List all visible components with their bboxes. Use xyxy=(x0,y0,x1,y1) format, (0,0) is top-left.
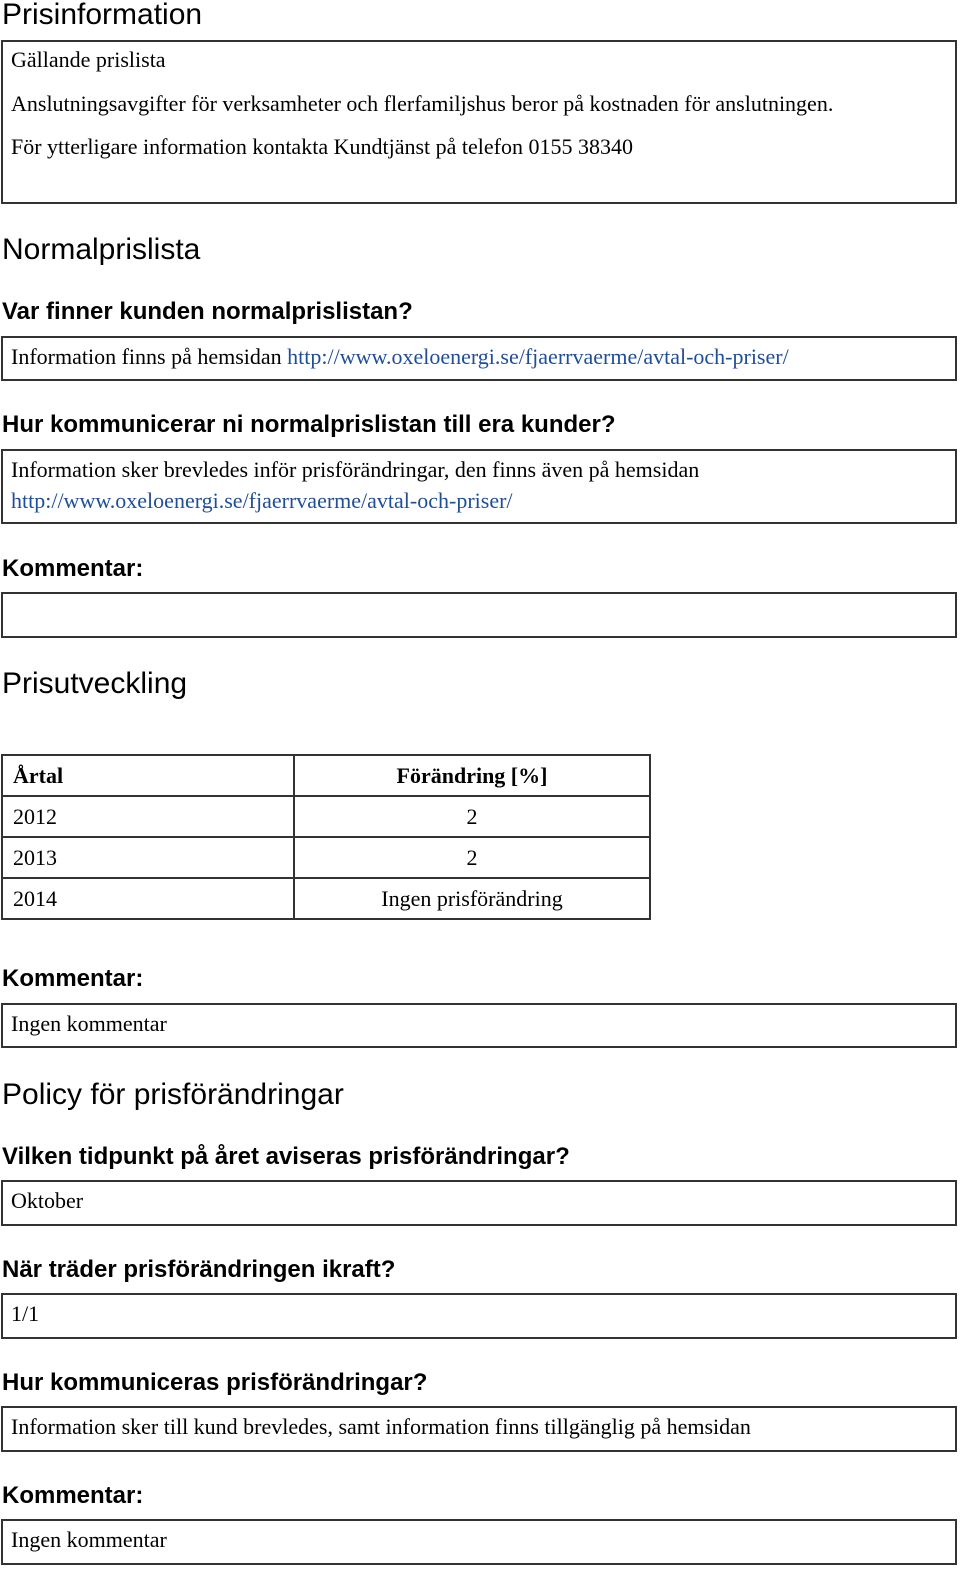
table-row xyxy=(2,878,650,919)
prisutveckling-comment-label: Kommentar: xyxy=(2,965,144,992)
where-pricelist-text: Information finns på hemsidan xyxy=(11,344,288,369)
price-development-table xyxy=(1,754,651,920)
row-change: 2 xyxy=(294,837,650,878)
policy-comment-value: Ingen kommentar xyxy=(11,1527,167,1552)
effective-date-question: När träder prisförändringen ikraft? xyxy=(2,1256,396,1283)
page-title: Prisinformation xyxy=(2,0,203,31)
table-header-row xyxy=(2,755,650,796)
column-header-year: Årtal xyxy=(2,755,294,796)
communicate-pricelist-question: Hur kommunicerar ni normalprislistan till era kunder? xyxy=(2,411,616,438)
prisinformation-box xyxy=(1,40,957,204)
where-pricelist-question: Var finner kunden normalprislistan? xyxy=(2,298,413,325)
table-row xyxy=(2,796,650,837)
contact-text: För ytterligare information kontakta Kundtjänst på telefon 0155 38340 xyxy=(11,134,633,159)
row-year: 2014 xyxy=(2,878,294,919)
row-change: 2 xyxy=(294,796,650,837)
row-change: Ingen prisförändring xyxy=(294,878,650,919)
normalprislista-heading: Normalprislista xyxy=(2,233,201,266)
normalprislista-comment-label: Kommentar: xyxy=(2,555,144,582)
effective-date-answer-box xyxy=(1,1293,957,1339)
communication-question: Hur kommuniceras prisförändringar? xyxy=(2,1369,428,1396)
effective-date-answer: 1/1 xyxy=(11,1301,40,1326)
pricelist-link-2[interactable]: http://www.oxeloenergi.se/fjaerrvaerme/avtal-och-priser/ xyxy=(11,487,513,513)
prisutveckling-comment-value: Ingen kommentar xyxy=(11,1011,167,1036)
pricelist-link[interactable]: http://www.oxeloenergi.se/fjaerrvaerme/avtal-och-priser/ xyxy=(287,344,789,369)
normalprislista-comment-box xyxy=(1,592,957,638)
policy-comment-box xyxy=(1,1519,957,1565)
row-year: 2013 xyxy=(2,837,294,878)
policy-comment-label: Kommentar: xyxy=(2,1482,144,1509)
communication-answer: Information sker till kund brevledes, samt information finns tillgänglig på hemsidan xyxy=(11,1414,751,1439)
row-year: 2012 xyxy=(2,796,294,837)
column-header-change: Förändring [%] xyxy=(294,755,650,796)
notice-time-question: Vilken tidpunkt på året aviseras prisförändringar? xyxy=(2,1143,570,1170)
notice-time-answer: Oktober xyxy=(11,1188,84,1213)
notice-time-answer-box xyxy=(1,1180,957,1226)
current-pricelist-text: Gällande prislista xyxy=(11,47,166,72)
prisutveckling-heading: Prisutveckling xyxy=(2,667,188,700)
communicate-pricelist-text: Information sker brevledes inför prisförändringar, den finns även på hemsidan xyxy=(11,457,700,482)
where-pricelist-answer xyxy=(1,336,957,381)
prisutveckling-comment-box xyxy=(1,1003,957,1048)
connection-fee-text: Anslutningsavgifter för verksamheter och flerfamiljshus beror på kostnaden för anslutningen. xyxy=(11,90,834,116)
policy-heading: Policy för prisförändringar xyxy=(2,1078,344,1111)
communication-answer-box xyxy=(1,1406,957,1452)
communicate-pricelist-answer xyxy=(1,449,957,524)
table-row xyxy=(2,837,650,878)
